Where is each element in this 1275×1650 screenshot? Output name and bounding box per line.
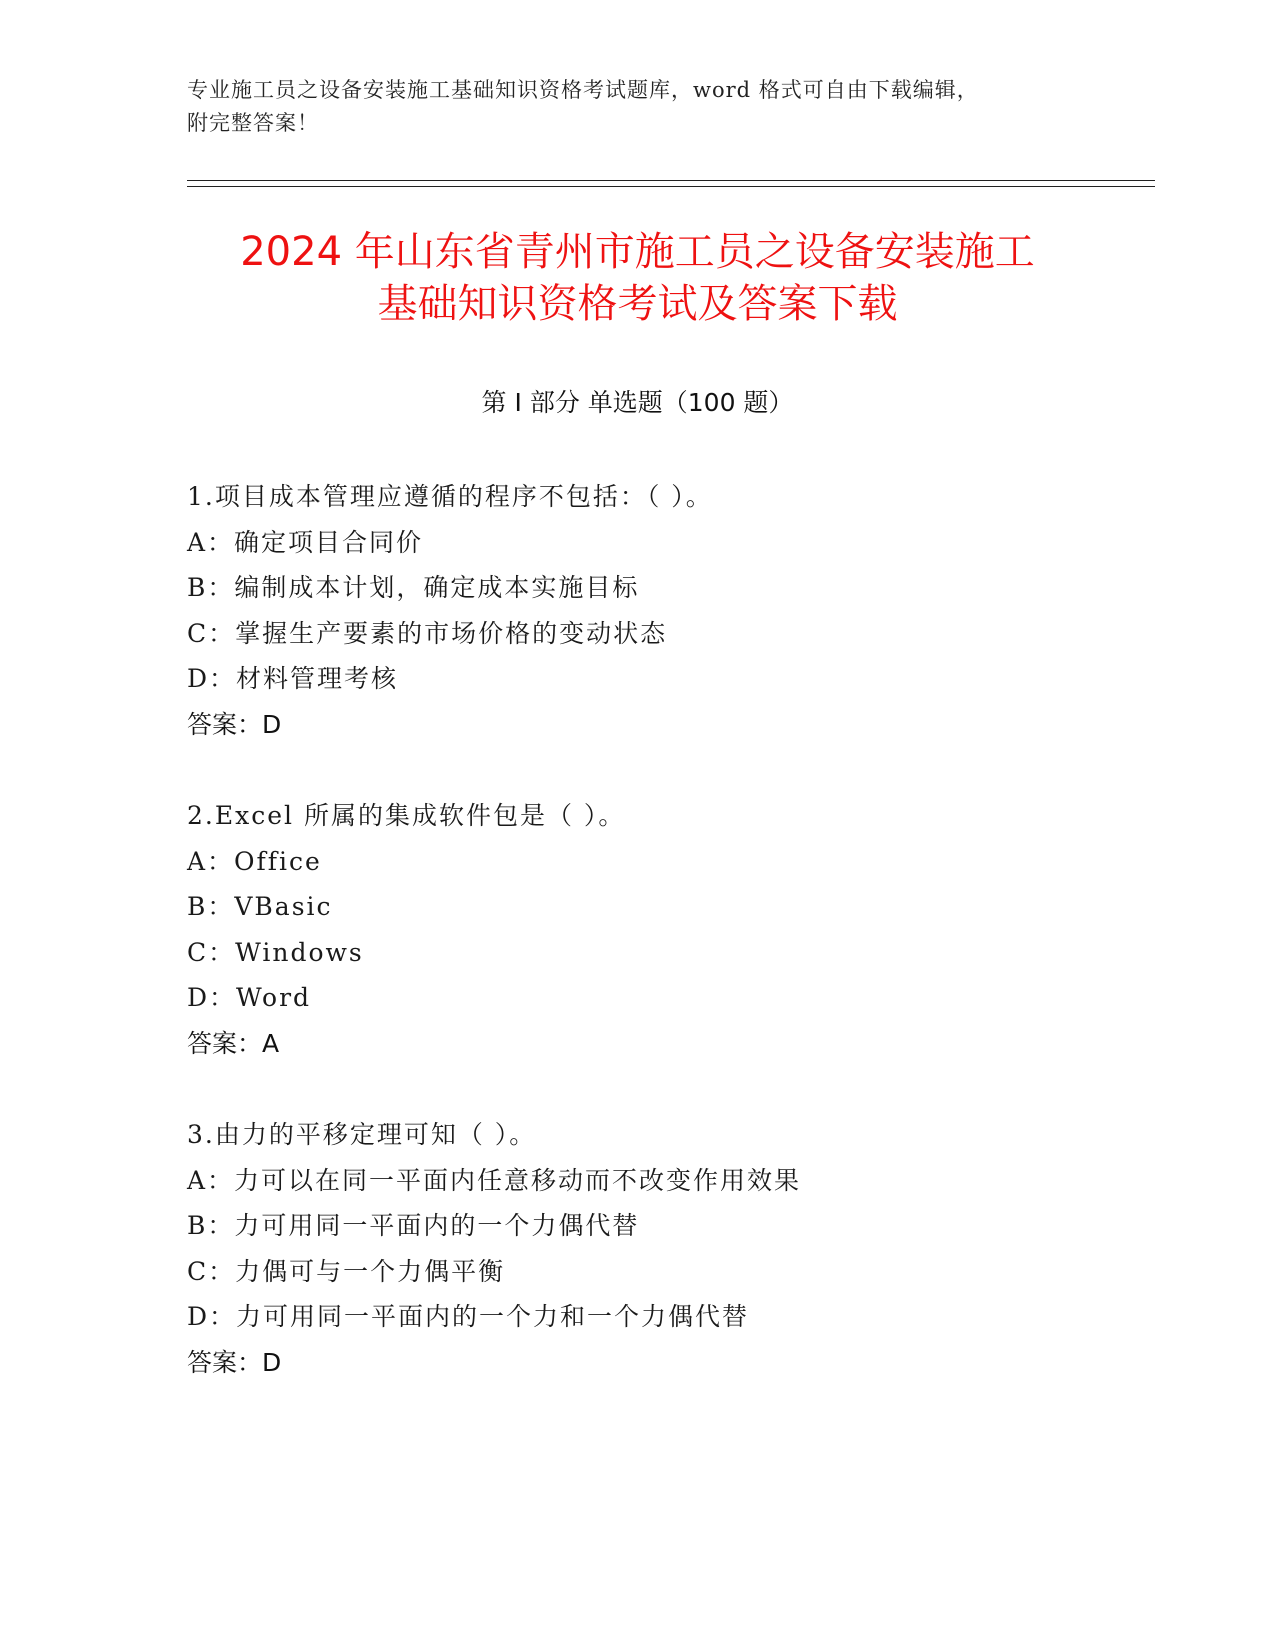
question-stem: 1.项目成本管理应遵循的程序不包括：（ ）。 bbox=[187, 482, 713, 511]
option-b: B：编制成本计划，确定成本实施目标 bbox=[187, 573, 640, 602]
option-a: A：Office bbox=[187, 846, 322, 876]
answer: 答案：A bbox=[187, 1028, 280, 1058]
question-stem: 2.Excel 所属的集成软件包是（ ）。 bbox=[187, 801, 626, 830]
header-divider bbox=[187, 180, 1155, 187]
option-a: A：力可以在同一平面内任意移动而不改变作用效果 bbox=[187, 1165, 802, 1195]
document-title-line-1: 2024 年山东省青州市施工员之设备安装施工 bbox=[240, 229, 1035, 275]
option-d: D：力可用同一平面内的一个力和一个力偶代替 bbox=[187, 1302, 750, 1331]
header-note-line-2: 附完整答案！ bbox=[187, 111, 319, 135]
header-note bbox=[187, 74, 1067, 140]
option-b: B：力可用同一平面内的一个力偶代替 bbox=[187, 1211, 640, 1240]
option-b: B：VBasic bbox=[187, 892, 333, 921]
section-title: 第 I 部分 单选题（100 题） bbox=[481, 388, 794, 417]
option-d: D：Word bbox=[187, 983, 312, 1012]
question-1 bbox=[187, 474, 1147, 747]
option-d: D：材料管理考核 bbox=[187, 664, 399, 693]
header-note-line-1: 专业施工员之设备安装施工基础知识资格考试题库，word 格式可自由下载编辑， bbox=[187, 78, 979, 102]
answer: 答案：D bbox=[187, 1347, 282, 1377]
question-stem: 3.由力的平移定理可知（ ）。 bbox=[187, 1120, 537, 1149]
option-c: C：掌握生产要素的市场价格的变动状态 bbox=[187, 618, 668, 648]
answer: 答案：D bbox=[187, 709, 282, 739]
document-title-line-2: 基础知识资格考试及答案下载 bbox=[377, 281, 898, 327]
option-a: A：确定项目合同价 bbox=[187, 527, 424, 557]
option-c: C：Windows bbox=[187, 937, 364, 967]
question-3 bbox=[187, 1112, 1147, 1385]
question-2 bbox=[187, 793, 1147, 1066]
document-title bbox=[150, 226, 1125, 330]
option-c: C：力偶可与一个力偶平衡 bbox=[187, 1256, 506, 1286]
